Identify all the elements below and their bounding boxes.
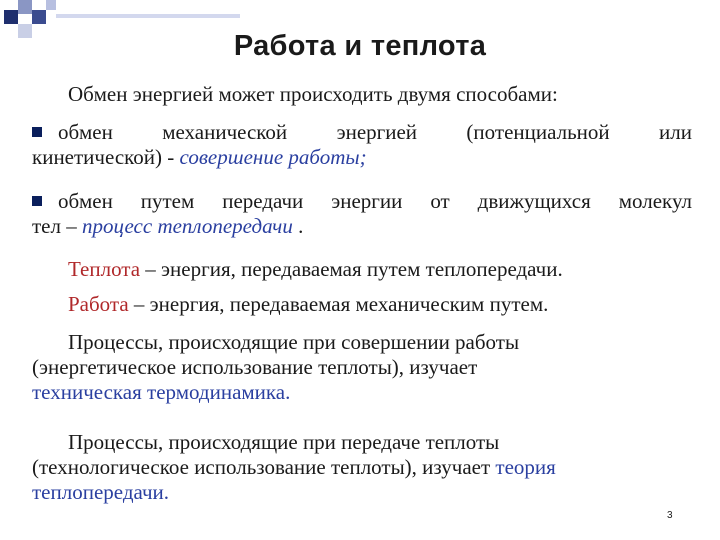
slide-title: Работа и теплота [233, 30, 487, 62]
intro-text: Обмен энергией может происходить двумя способами: [68, 82, 558, 106]
square-bullet-icon [32, 196, 42, 206]
page-number: 3 [667, 510, 673, 521]
bullet-mechanical-exchange: обмен механической энергией (потенциальной или кинетической) - совершение работы; [32, 120, 692, 169]
paragraph-heat-transfer-theory: Процессы, происходящие при передаче теплоты (технологическое использование теплоты), изучает теория теплопередачи. [32, 430, 556, 504]
definition-heat: Теплота – энергия, передаваемая путем теплопередачи. [68, 257, 563, 281]
bullet-heat-transfer: обмен путем передачи энергии от движущихся молекул тел – процесс теплопередачи . [32, 189, 692, 238]
definition-work: Работа – энергия, передаваемая механическим путем. [68, 292, 549, 316]
square-bullet-icon [32, 127, 42, 137]
paragraph-thermodynamics: Процессы, происходящие при совершении работы (энергетическое использование теплоты), изучает техническая термодинамика. [32, 330, 520, 404]
